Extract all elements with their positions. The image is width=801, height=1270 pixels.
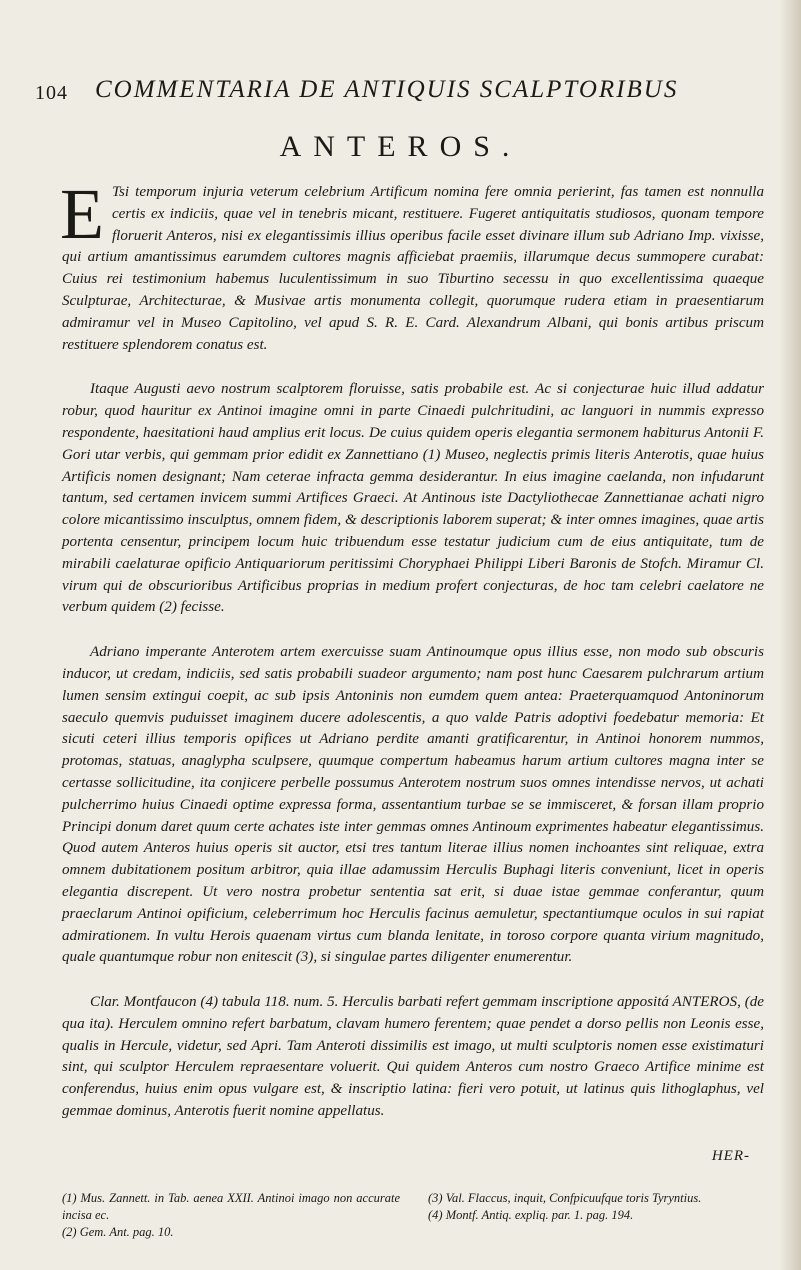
footnotes-right <box>428 1190 764 1241</box>
section-title: ANTEROS. <box>279 130 522 163</box>
running-head: COMMENTARIA DE ANTIQUIS SCALPTORIBUS <box>95 76 679 103</box>
paragraph-3: Adriano imperante Anterotem artem exercuisse suam Antinoumque opus illius esse, non modo sub obscuris inducor, ut credam, indiciis, sed satis probabili suadeor argumento; nam post hunc Caesarem pulchrarum artium lumen sensim extingui coepit, ac sub ipsis Antoninis non eumdem quem antea: Praeterquamquod Antoninorum saeculo quemvis puduisset imaginem ducere adolescentis, a quo valde Patris adoptivi foedebatur memoria: Et sicuti ceteri illius temporis opifices ut Adriano perdite amanti gratificarentur, in Antinoi honorem nummos, protomas, statuas, anaglypha sculpsere, quumque compertum habeamus harum artium cultores magna inter se certasse sollicitudine, ita conjicere perbelle possumus Anterotem nostrum suos omnes intendisse nervos, ut achati pulcherrimo huius Cinaedi optime expressa forma, assentantium turbae se se immisceret, & forsan illam proprio Principi donum daret quum certe achates iste inter gemmas omnes Antinoum exprimentes habeatur elegantissimus. Quod autem Anteros huius operis sit auctor, etsi tres tantum literae illius nomen inchoantes sint reliquae, extra omnem dubitationem positum arbitror, quia illae adamussim Herculis Buphagi literis conveniunt, licet in operis elegantia discrepent. Ut vero nostra probetur sententia sat erit, si duae istae gemmae conferantur, quum praeclarum Antinoi opificium, celeberrimum hoc Herculis facinus aemuletur, spectantiumque oculos in sui rapiat admirationem. In vultu Herois quaenam virtus cum blanda lenitate, in toroso corpore quanta virium magnitudo, quale quantumque robur non enitescit (3), si singulae partes diligenter enumerentur. <box>62 644 764 966</box>
catchword: HER- <box>711 1147 750 1164</box>
footnote-4: (4) Montf. Antiq. expliq. par. 1. pag. 194. <box>428 1207 634 1222</box>
paragraph-1-text: Tsi temporum injuria veterum celebrium Artificum nomina fere omnia perierint, fas tamen est nonnulla certis ex indiciis, quae vel in tenebris micant, restituere. Fugeret antiquitatis studiosos, quonam tempore floruerit Anteros, nisi ex elegantissimis illius operibus facile esset divinare illum sub Adriano Imp. vixisse, qui artium amantissimus earumdem cultores magnis afficiebat praemiis, illarumque decus summopere curabat: Cuius rei testimonium habemus luculentissimum in suo Tiburtino secessu in quo excellentissima quaeque Sculpturae, Architecturae, & Musivae artis monumenta collegit, quorumque rudera etiam in praesentiarum admiramur vel in Museo Capitolino, vel apud S. R. E. Card. Alexandrum Albani, qui bonis artibus priscum restituere splendorem conatus est. <box>62 184 764 353</box>
paragraph-2: Itaque Augusti aevo nostrum scalptorem floruisse, satis probabile est. Ac si conjecturae huic illud addatur robur, quod hauritur ex Antinoi imagine omni in parte Cinaedi pulchritudini, ac languori in nummis expresso respondente, haesitationi haud amplius erit locus. De cuius quidem operis elegantia sermonem habiturus Antonii F. Gori utar verbis, qui gemmam prior edidit ex Zannettiano (1) Museo, neglectis primis literis Anterotis, quae huius Artificis nomen designant; Nam ceterae infracta gemma desiderantur. In eius imagine caelanda, non infudarunt tantum, sed certamen invicem summi Artifices Graeci. At Antinous iste Dactyliothecae Zannettianae achati nigro colore micantissimo insculptus, omnem fidem, & descriptionis laborem superat; & inter omnes imagines, quae artis portenta censentur, principem locum huic tribuendum esse testatur judicium cum de eius antiquitate, tum de mirabili caelaturae opificio Antiquariorum peritissimi Choryphaei Philippi Liberi Baronis de Stofch. Miramur Cl. virum qui de obscurioribus Artificibus proprias in medium profert conjecturas, de hoc tam celebri caelatore ne verbum quidem (2) fecisse. <box>62 381 764 616</box>
footnotes <box>62 1190 764 1241</box>
footnote-2: (2) Gem. Ant. pag. 10. <box>62 1224 174 1239</box>
footnote-1: (1) Mus. Zannett. in Tab. aenea XXII. Antinoi imago non accurate incisa ec. <box>62 1190 400 1222</box>
page-edge-shadow <box>779 0 801 1270</box>
body-text <box>60 174 764 1241</box>
footnote-3: (3) Val. Flaccus, inquit, Confpicuufque toris Tyryntius. <box>428 1190 702 1205</box>
footnotes-left <box>62 1190 400 1241</box>
paragraph-1 <box>60 174 764 356</box>
page-header <box>35 76 765 116</box>
paragraph-4: Clar. Montfaucon (4) tabula 118. num. 5. Herculis barbati refert gemmam inscriptione appositá ANTEROS, (de qua ita). Herculem omnino refert barbatum, clavam humero ferentem; quae pendet a dorso pellis non Leonis esse, qualis in Hercule, videtur, sed Apri. Tam Anteroti dissimilis est imago, ut multi sculptoris nomen esse existimaturi sint, qui sculptor Herculem repraesentare voluerit. Qui quidem Anteros cum nostro Graeco Artifice minime est conferendus, huius enim opus vulgare est, & inscriptio latina: fieri vero potuit, ut latinus quis lithoglaphus, vel gemmae dominus, Anterotis fuerit nomine appellatus. <box>62 994 764 1120</box>
drop-cap: E <box>60 174 104 254</box>
page-number: 104 <box>35 82 68 104</box>
